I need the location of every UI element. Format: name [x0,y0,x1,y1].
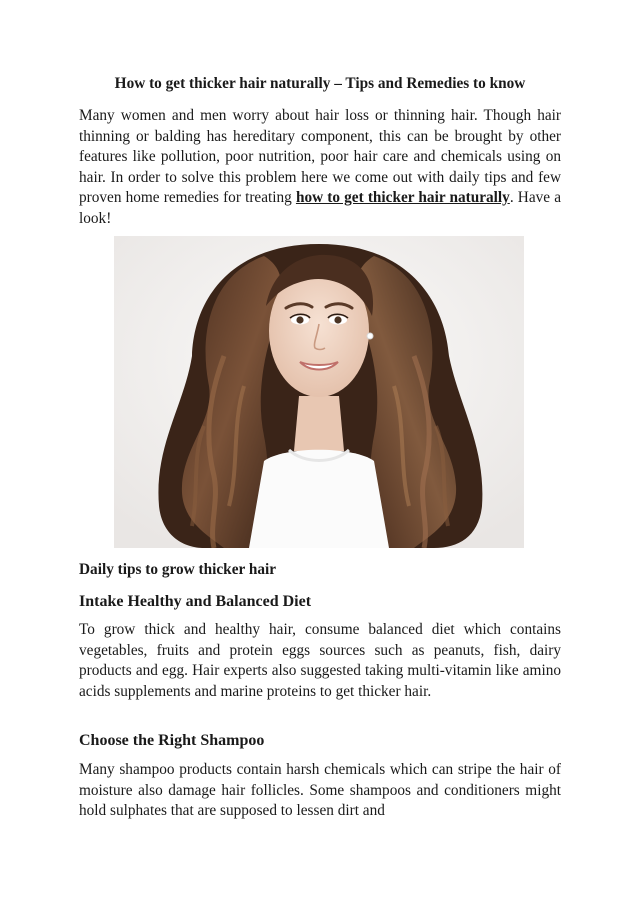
article-link[interactable]: how to get thicker hair naturally [295,189,510,207]
intro-text-end: . Have a look! [79,189,561,227]
woman-hair-photo [114,236,524,548]
intro-paragraph [79,106,561,230]
section-body-shampoo: Many shampoo products contain harsh chemicals which can stripe the hair of moisture also damage hair follicles. Some shampoos and conditioners might hold sulphates that are supposed to lessen dirt and [79,761,561,820]
article-title: How to get thicker hair naturally – Tips and Remedies to know [114,75,526,92]
section-body-diet: To grow thick and healthy hair, consume balanced diet which contains vegetables, fruits and protein eggs sources such as peanuts, fish, dairy products and egg. Hair experts also suggested taking multi-vitamin like amino acids supplements and marine proteins to get thicker hair. [79,621,561,700]
section-heading-shampoo: Choose the Right Shampoo [79,732,265,749]
daily-tips-heading: Daily tips to grow thicker hair [79,561,277,578]
section-heading-diet: Intake Healthy and Balanced Diet [79,593,312,610]
intro-text: Many women and men worry about hair loss or thinning hair. Though hair thinning or balding has hereditary component, this can be brought by other features like pollution, poor nutrition, poor hair care and chemicals using on hair. In order to solve this problem here we come out with daily tips and few proven home remedies for treating [79,107,561,207]
